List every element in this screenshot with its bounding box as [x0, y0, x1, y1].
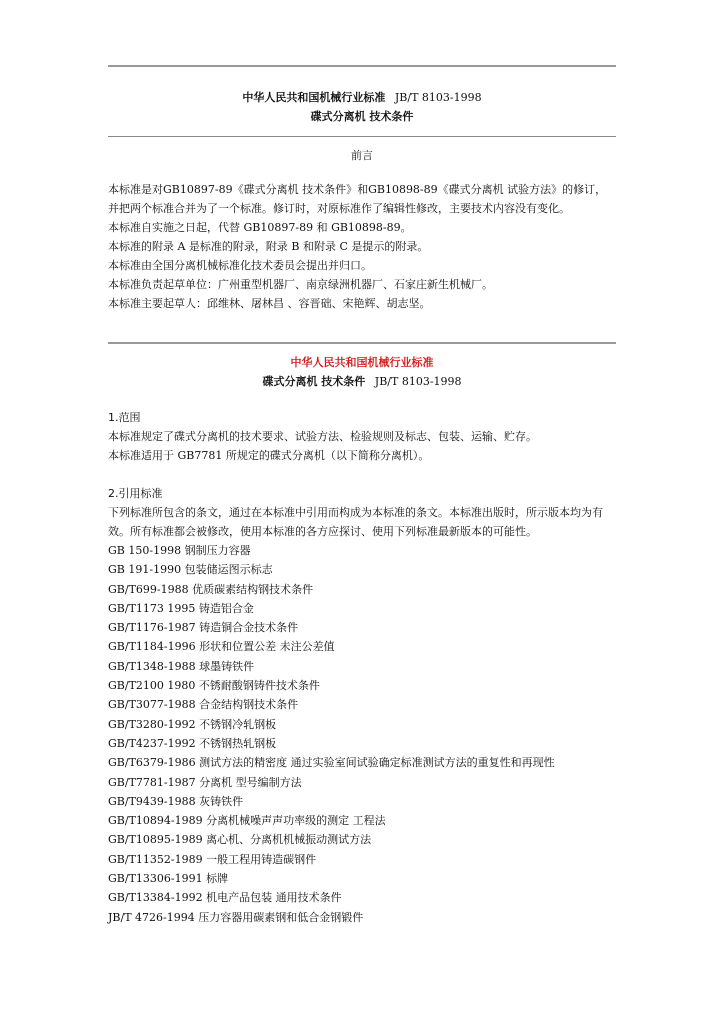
section-intro: 下列标准所包含的条文，通过在本标准中引用而构成为本标准的条文。本标准出版时，所示版本均为有效。所有标准都会被修改，使用本标准的各方应探讨、使用下列标准最新版本的可能性。 [108, 506, 603, 538]
body-header [108, 355, 616, 390]
section-heading: 1.范围 [108, 411, 141, 424]
reference-item: GB/T1176-1987 铸造铜合金技术条件 [108, 621, 299, 635]
reference-item: GB/T1184-1996 形状和位置公差 未注公差值 [108, 640, 335, 654]
reference-item: GB/T6379-1986 测试方法的精密度 通过实验室间试验确定标准测试方法的重复性和再现性 [108, 756, 555, 770]
body-header-subtitle: 碟式分离机 技术条件 [262, 375, 366, 388]
top-divider [108, 65, 616, 67]
reference-item: GB/T10895-1989 离心机、分离机机械振动测试方法 [108, 833, 372, 847]
reference-item: GB/T699-1988 优质碳素结构钢技术条件 [108, 582, 314, 596]
header-title: 中华人民共和国机械行业标准 [242, 91, 386, 104]
header-code: JB/T 8103-1998 [394, 91, 482, 104]
reference-item: GB/T7781-1987 分离机 型号编制方法 [108, 775, 302, 789]
reference-item: JB/T 4726-1994 压力容器用碳素钢和低合金钢锻件 [108, 910, 364, 924]
document-header [108, 90, 616, 125]
reference-item: GB/T3280-1992 不锈钢冷轧钢板 [108, 717, 277, 731]
section-line: 本标准规定了碟式分离机的技术要求、试验方法、检验规则及标志、包装、运输、贮存。 [108, 430, 537, 443]
reference-item: GB/T1173 1995 铸造铝合金 [108, 601, 254, 615]
body-header-title: 中华人民共和国机械行业标准 [290, 356, 434, 369]
reference-item: GB/T13384-1992 机电产品包装 通用技术条件 [108, 891, 342, 905]
reference-item: GB 191-1990 包装储运图示标志 [108, 563, 273, 577]
reference-item: GB/T11352-1989 一般工程用铸造碳钢件 [108, 852, 317, 866]
reference-item: GB/T9439-1988 灰铸铁件 [108, 794, 244, 808]
section-divider [108, 342, 616, 344]
preface-paragraph: 本标准主要起草人：邱维林、屠林昌 、容晋础、宋艳辉、胡志坚。 [108, 297, 431, 310]
preface-paragraph: 本标准是对GB10897-89《碟式分离机 技术条件》和GB10898-89《碟式分离机 试验方法》的修订，并把两个标准合并为了一个标准。修订时，对原标准作了编辑性修改，主要技术内容没有变化。 [108, 183, 607, 215]
reference-item: GB 150-1998 钢制压力容器 [108, 544, 251, 557]
reference-item: GB/T2100 1980 不锈耐酸钢铸件技术条件 [108, 679, 320, 693]
body-header-code: JB/T 8103-1998 [374, 375, 462, 388]
preface-body [108, 180, 616, 313]
reference-item: GB/T10894-1989 分离机械噪声声功率级的测定 工程法 [108, 814, 386, 828]
reference-item: GB/T13306-1991 标牌 [108, 872, 229, 886]
reference-list [108, 541, 616, 927]
preface-title: 前言 [351, 149, 373, 162]
reference-item: GB/T3077-1988 合金结构钢技术条件 [108, 698, 299, 712]
section-heading: 2.引用标准 [108, 487, 163, 500]
reference-item: GB/T1348-1988 球墨铸铁件 [108, 659, 255, 673]
preface-paragraph: 本标准自实施之日起，代替 GB10897-89 和 GB10898-89。 [108, 221, 412, 234]
section-line: 本标准适用于 GB7781 所规定的碟式分离机（以下简称分离机）。 [108, 449, 430, 462]
preface-paragraph: 本标准负责起草单位：广州重型机器厂、南京绿洲机器厂、石家庄新生机械厂。 [108, 278, 493, 291]
header-subtitle: 碟式分离机 技术条件 [310, 110, 414, 123]
section-references [108, 484, 616, 927]
preface-paragraph: 本标准由全国分离机械标准化技术委员会提出并归口。 [108, 259, 372, 272]
header-divider [108, 136, 616, 137]
reference-item: GB/T4237-1992 不锈钢热轧钢板 [108, 736, 277, 750]
section-scope [108, 408, 616, 465]
preface-paragraph: 本标准的附录 A 是标准的附录，附录 B 和附录 C 是提示的附录。 [108, 240, 429, 253]
